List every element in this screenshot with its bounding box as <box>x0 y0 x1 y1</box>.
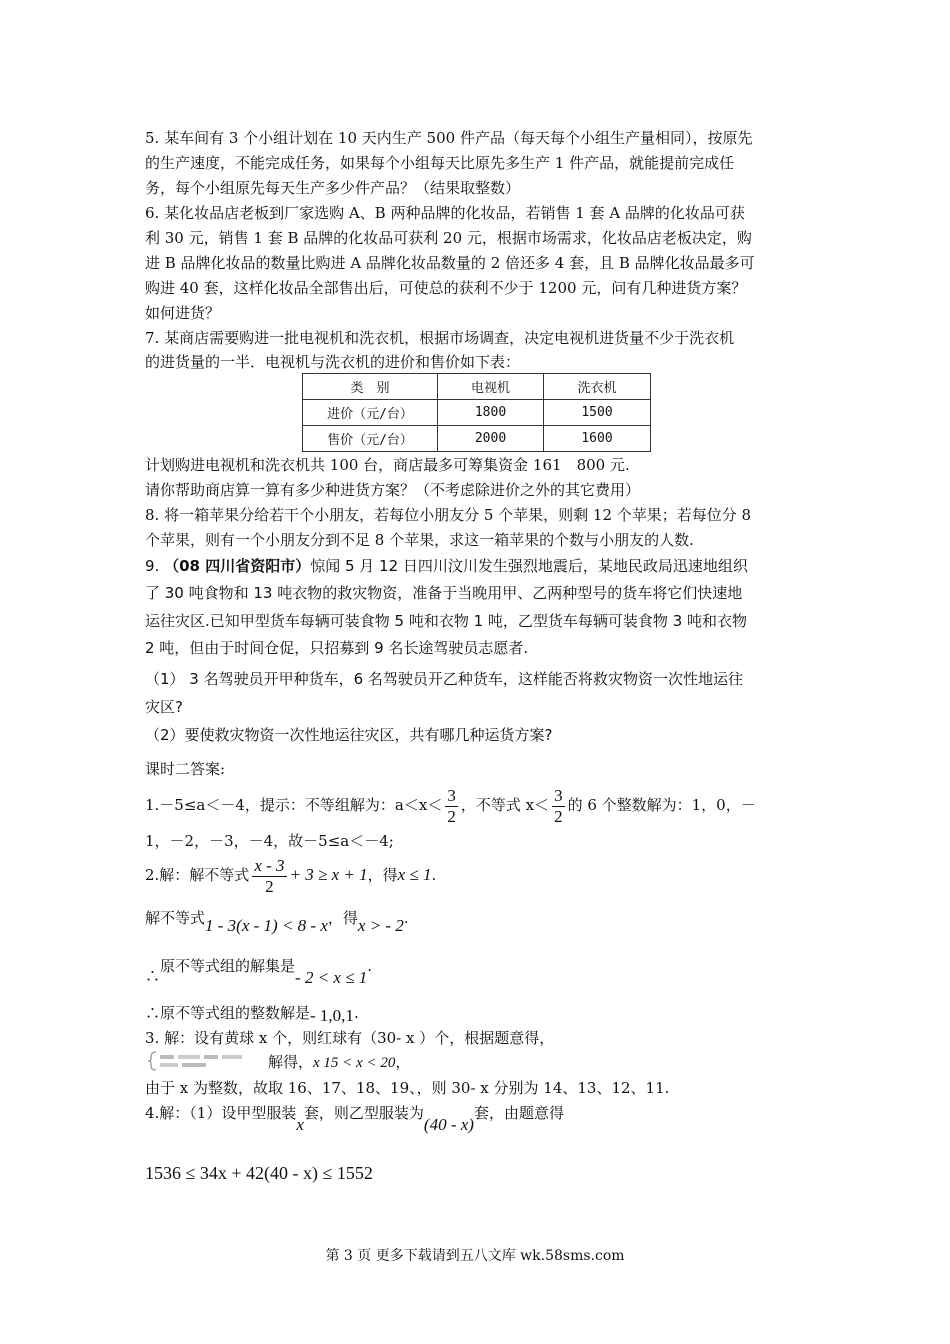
q9-part-1b: 灾区? <box>145 698 183 716</box>
answer-3-line-3: 由于 x 为整数，故取 16、17、18、19、，则 30- x 分别为 14、13、12、11. <box>145 1079 670 1097</box>
a1-part-1: 1.－5≤a＜－4，提示：不等组解为：a＜x＜ <box>145 796 443 814</box>
a3-comma: ， <box>395 1053 411 1071</box>
q6-line-4: 购进 40 套，这样化妆品全部售出后，可使总的获利不少于 1200 元，问有几种进货方案？ <box>145 279 747 297</box>
inequality-system-image <box>148 1050 258 1072</box>
a2-l3-period: . <box>367 957 373 975</box>
table-header-cell: 类 别 <box>303 374 438 400</box>
price-table <box>302 373 651 452</box>
a4-text-2: 套，则乙型服装为 <box>303 1104 424 1122</box>
answer-1-line-1 <box>145 783 810 827</box>
q7-line-4: 请你帮助商店算一算有多少种进货方案？（不考虑除进价之外的其它费用） <box>145 481 641 499</box>
answers-title: 课时二答案: <box>145 760 226 778</box>
answer-2-line-1 <box>145 853 810 897</box>
fraction-numerator: 3 <box>554 785 563 805</box>
answer-1-line-2: 1，－2，－3，－4，故－5≤a＜－4; <box>145 832 394 850</box>
table-cell: 1500 <box>544 400 651 426</box>
blurred-text <box>182 1063 206 1067</box>
blurred-text <box>160 1055 174 1059</box>
q7-line-3: 计划购进电视机和洗衣机共 100 台，商店最多可筹集资金 161 800 元. <box>145 456 630 474</box>
answer-3-line-1: 3. 解：设有黄球 x 个，则红球有（30- x ）个，根据题意得， <box>145 1029 555 1047</box>
q5-line-3: 务，每个小组原先每天生产多少件产品？（结果取整数） <box>145 179 521 197</box>
table-header-cell: 洗衣机 <box>544 374 651 400</box>
answer-2-line-3 <box>145 953 810 987</box>
q7-line-1: 7. 某商店需要购进一批电视机和洗衣机，根据市场调查，决定电视机进货量不少于洗衣机 <box>145 329 735 347</box>
a2-part-1: 2.解：解不等式 <box>145 866 250 884</box>
q9-number: 9. <box>145 557 160 575</box>
a2-l2-inequality: 1 - 3(x - 1) < 8 - x <box>205 916 328 935</box>
blurred-text <box>178 1055 200 1059</box>
q6-line-1: 6. 某化妆品店老板到厂家选购 A、B 两种品牌的化妆品，若销售 1 套 A 品牌的化妆品可获 <box>145 204 745 222</box>
blurred-text <box>204 1055 218 1059</box>
table-cell: 售价（元/台） <box>303 426 438 452</box>
q9-line-2: 了 30 吨食物和 13 吨衣物的救灾物资，准备于当晚用甲、乙两种型号的货车将它们快速地 <box>145 584 743 602</box>
a2-l4-period: . <box>353 1004 359 1022</box>
a2-solution-set: - 2 < x ≤ 1 <box>295 968 368 987</box>
q6-line-3: 进 B 品牌化妆品的数量比购进 A 品牌化妆品数量的 2 倍还多 4 套，且 B 品牌化妆品最多可 <box>145 254 755 272</box>
q9-source: （08 四川省资阳市） <box>164 557 311 575</box>
q9-line-3: 运往灾区.已知甲型货车每辆可装食物 5 吨和衣物 1 吨，乙型货车每辆可装食物 3 吨和衣物 <box>145 612 748 630</box>
a1-part-2: ，不等式 x＜ <box>460 796 550 814</box>
answer-2-line-4 <box>145 1000 810 1026</box>
a2-l2-result: x > - 2 <box>357 916 404 935</box>
q9-part-2: （2）要使救灾物资一次性地运往灾区，共有哪几种运货方案? <box>145 726 553 744</box>
q9-line-4: 2 吨，但由于时间仓促，只招募到 9 名长途驾驶员志愿者. <box>145 639 529 657</box>
q5-line-1: 5. 某车间有 3 个小组计划在 10 天内生产 500 件产品（每天每个小组生产量相同），按原先 <box>145 129 753 147</box>
therefore-symbol: ∴ <box>145 967 161 985</box>
table-cell: 1600 <box>544 426 651 452</box>
table-header-cell: 电视机 <box>438 374 544 400</box>
q8-line-1: 8. 将一箱苹果分给若干个小朋友，若每位小朋友分 5 个苹果，则剩 12 个苹果；若每位分 8 <box>145 506 752 524</box>
q9-line-1-text: 惊闻 5 月 12 日四川汶川发生强烈地震后，某地民政局迅速地组织 <box>310 557 748 575</box>
q5-line-2: 的生产速度，不能完成任务，如果每个小组每天比原先多生产 1 件产品，就能提前完成任 <box>145 154 735 172</box>
answer-2-line-2 <box>145 905 810 935</box>
blurred-text <box>160 1063 178 1067</box>
fraction-three-halves <box>552 786 565 827</box>
answer-4-inequality: 1536 ≤ 34x + 42(40 - x) ≤ 1552 <box>145 1163 373 1183</box>
table-row <box>303 426 651 452</box>
q9-part-1a: （1） 3 名驾驶员开甲种货车，6 名驾驶员开乙种货车，这样能否将救灾物资一次性地运往 <box>145 670 743 688</box>
fraction-numerator: x - 3 <box>254 855 285 875</box>
answer-4-line-1 <box>145 1100 810 1134</box>
fraction-x-minus-3-over-2 <box>252 856 286 897</box>
a2-inequality: + 3 ≥ x + 1 <box>289 865 368 884</box>
q8-line-2: 个苹果，则有一个小朋友分到不足 8 个苹果，求这一箱苹果的个数与小朋友的人数. <box>145 531 694 549</box>
table-cell: 1800 <box>438 400 544 426</box>
a2-integer-solutions: - 1,0,1 <box>310 1006 354 1025</box>
fraction-denominator: 2 <box>447 806 456 826</box>
q7-line-2: 的进货量的一半．电视机与洗衣机的进价和售价如下表： <box>145 353 521 371</box>
fraction-denominator: 2 <box>554 806 563 826</box>
a4-variable-x: x <box>296 1115 304 1134</box>
a3-solve-text: 解得， <box>268 1053 314 1071</box>
a2-l2-get: ，得 <box>327 909 358 927</box>
a1-part-3: 的 6 个整数解为：1，0，－ <box>567 796 756 814</box>
answer-3-line-2 <box>268 1049 808 1076</box>
a4-text-1: 4.解：（1）设甲型服装 <box>145 1104 297 1122</box>
a2-part-3: ，得 <box>367 866 398 884</box>
a2-l2-period: . <box>403 909 409 927</box>
q6-line-5: 如何进货？ <box>145 304 221 322</box>
a4-expression: (40 - x) <box>423 1115 474 1134</box>
fraction-denominator: 2 <box>265 876 274 896</box>
q6-line-2: 利 30 元，销售 1 套 B 品牌的化妆品可获利 20 元，根据市场需求，化妆品店老板决定，购 <box>145 229 752 247</box>
a4-text-3: 套，由题意得 <box>473 1104 564 1122</box>
a2-result: x ≤ 1 <box>397 865 432 884</box>
a2-l4-text: ∴原不等式组的整数解是 <box>145 1004 311 1022</box>
fraction-three-halves <box>445 786 458 827</box>
table-cell: 进价（元/台） <box>303 400 438 426</box>
table-row <box>303 400 651 426</box>
a3-range: x 15 < x < 20 <box>313 1055 396 1071</box>
a2-period: . <box>431 866 437 884</box>
blurred-text <box>222 1055 242 1059</box>
table-header-row <box>303 374 651 400</box>
q9-line-1 <box>145 553 810 579</box>
brace-mark <box>148 1052 156 1070</box>
a2-l3-text: 原不等式组的解集是 <box>160 957 296 975</box>
a2-l2-text: 解不等式 <box>145 909 206 927</box>
page-footer: 第 3 页 更多下载请到五八文库 wk.58sms.com <box>325 1248 625 1264</box>
table-cell: 2000 <box>438 426 544 452</box>
fraction-numerator: 3 <box>447 785 456 805</box>
